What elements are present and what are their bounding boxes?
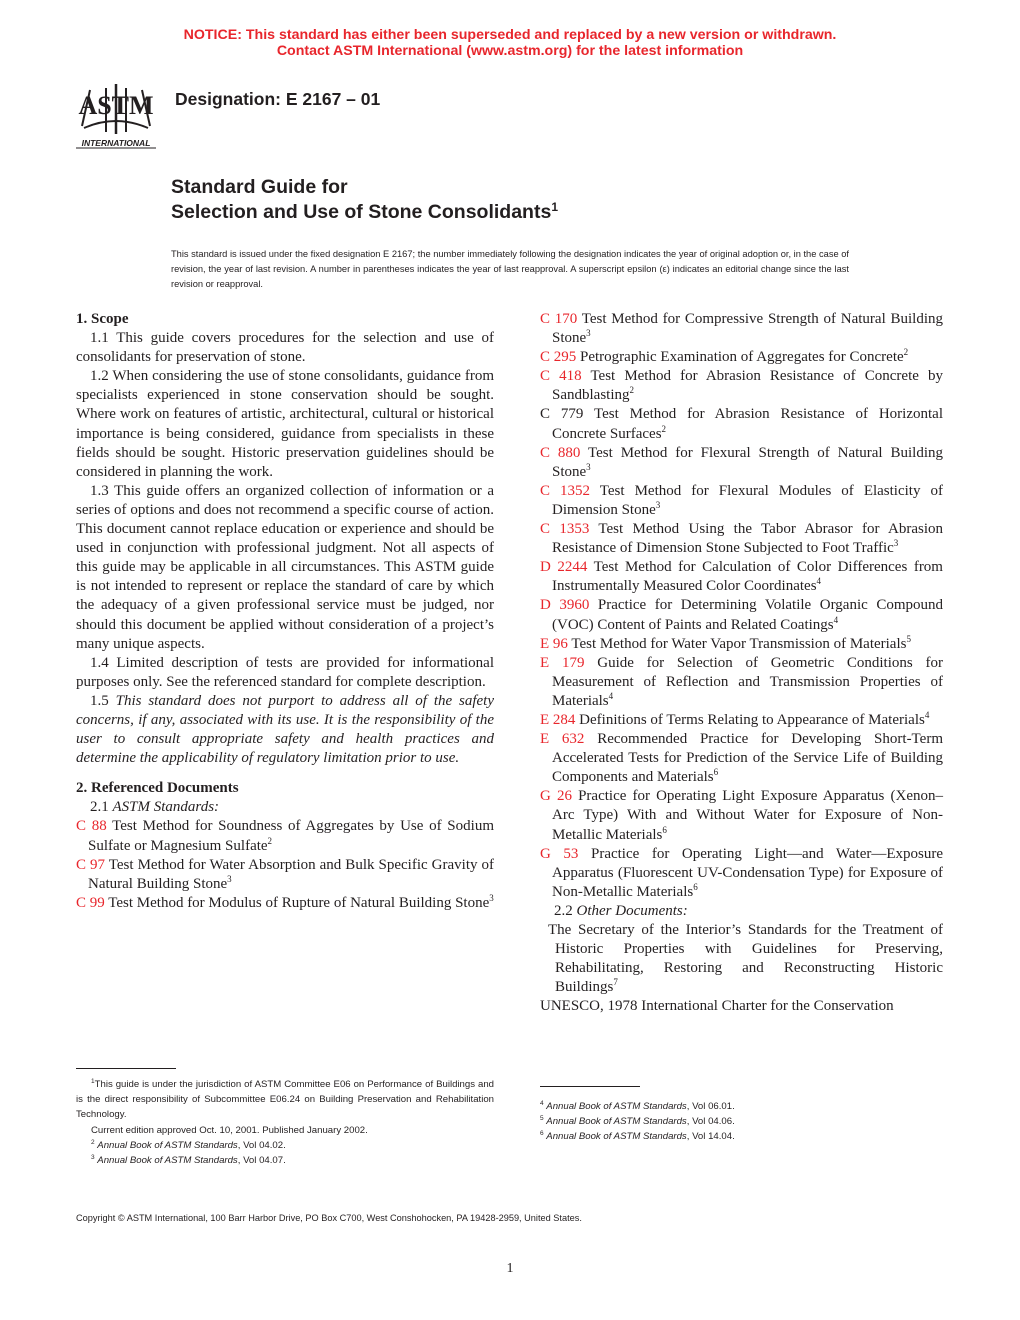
reference-link[interactable]: G 26 bbox=[540, 788, 572, 805]
reference-item: G 26 Practice for Operating Light Exposure Apparatus (Xenon–Arc Type) With and Without Water for Exposure of Non-Metallic Materials$^6$ bbox=[540, 788, 943, 843]
reference-item: D 3960 Practice for Determining Volatile Organic Compound (VOC) Content of Paints and Related Coatings$^4$ bbox=[540, 597, 943, 633]
scope-heading: 1. Scope bbox=[76, 311, 129, 327]
reference-item: C 99 Test Method for Modulus of Rupture of Natural Building Stone$^3$ bbox=[76, 892, 494, 911]
left-column bbox=[76, 310, 494, 913]
footnote-6: $^6$ Annual Book of ASTM Standards, Vol 14.04. bbox=[540, 1130, 735, 1143]
withdrawn-notice bbox=[0, 27, 1020, 59]
reference-link[interactable]: C 99 bbox=[76, 894, 105, 911]
right-column bbox=[540, 310, 943, 1016]
logo-subtext: INTERNATIONAL bbox=[81, 138, 151, 148]
footnote-divider bbox=[76, 1068, 176, 1069]
reference-link[interactable]: C 97 bbox=[76, 856, 106, 873]
reference-item: C 418 Test Method for Abrasion Resistance of Concrete by Sandblasting$^2$ bbox=[540, 368, 943, 404]
scope-1-5: 1.5 This standard does not purport to address all of the safety concerns, if any, associated with its use. It is the responsibility of the user to consult appropriate safety and health practices and determine the applicability of regulatory limitation prior to use. bbox=[76, 692, 495, 767]
reference-link[interactable]: E 96 bbox=[540, 635, 568, 652]
scope-1-1: 1.1 This guide covers procedures for the selection and use of consolidants for preservation of stone. bbox=[76, 330, 494, 366]
footnote-1-continued: Current edition approved Oct. 10, 2001. Published January 2002. bbox=[91, 1124, 368, 1136]
notice-line-2: Contact ASTM International (www.astm.org) for the latest information bbox=[276, 43, 744, 59]
reference-item: C 1353 Test Method Using the Tabor Abrasor for Abrasion Resistance of Dimension Stone Subjected to Foot Traffic$^3$ bbox=[540, 521, 943, 557]
reference-item: C 88 Test Method for Soundness of Aggregates by Use of Sodium Sulfate or Magnesium Sulfate$^2$ bbox=[76, 818, 494, 854]
reference-link[interactable]: G 53 bbox=[540, 845, 579, 862]
title-line-1: Standard Guide for bbox=[171, 176, 348, 198]
referenced-heading: 2. Referenced Documents bbox=[76, 780, 239, 797]
reference-link[interactable]: E 632 bbox=[540, 731, 585, 748]
reference-link[interactable]: C 880 bbox=[540, 444, 581, 461]
footnote-1: $^1$This guide is under the jurisdiction of ASTM Committee E06 on Performance of Buildings and is the direct responsibility of Subcommittee E06.24 on Building Preservation and Rehabilitation Technology. bbox=[76, 1078, 494, 1121]
footnote-2: $^2$ Annual Book of ASTM Standards, Vol 04.02. bbox=[91, 1138, 286, 1151]
issued-note: This standard is issued under the fixed designation E 2167; the number immediately following the designation indicates the year of original adoption or, in the case of revision, the year of last revision. A number in parentheses indicates the year of last reapproval. A superscript epsilon (ε) indicates an editorial change since the last revision or reapproval. bbox=[171, 249, 849, 289]
other-document-item: UNESCO, 1978 International Charter for the Conservation bbox=[540, 998, 894, 1015]
scope-1-2: 1.2 When considering the use of stone consolidants, guidance from specialists experienced in stone conservation should be sought. Where work on features of artistic, architectural, cultural or historical importance is being considered, guidance from specialists in these fields should be sought. Historic preservation guidelines should be considered in planning the work. bbox=[76, 368, 494, 480]
reference-link[interactable]: C 1352 bbox=[540, 482, 591, 499]
reference-item: C 1352 Test Method for Flexural Modules of Elasticity of Dimension Stone$^3$ bbox=[540, 482, 943, 518]
page-number: 1 bbox=[506, 1261, 514, 1276]
reference-item: E 96 Test Method for Water Vapor Transmission of Materials$^5$ bbox=[540, 633, 911, 652]
footnote-5: $^5$ Annual Book of ASTM Standards, Vol 04.06. bbox=[540, 1115, 735, 1128]
footnotes-left bbox=[76, 1077, 494, 1168]
reference-item: C 97 Test Method for Water Absorption and Bulk Specific Gravity of Natural Building Stone$^3$ bbox=[76, 856, 494, 892]
reference-item: C 170 Test Method for Compressive Strength of Natural Building Stone$^3$ bbox=[540, 311, 943, 347]
astm-logo bbox=[70, 76, 162, 150]
reference-item: E 632 Recommended Practice for Developing Short-Term Accelerated Tests for Prediction of the Service Life of Building Components and Materials$^6$ bbox=[540, 731, 943, 786]
document-title bbox=[171, 175, 558, 225]
astm-standards-label: 2.1 ASTM Standards: bbox=[90, 799, 220, 816]
reference-link[interactable]: C 418 bbox=[540, 368, 582, 385]
reference-item: E 179 Guide for Selection of Geometric Conditions for Measurement of Reflection and Transmission Properties of Materials$^4$ bbox=[540, 654, 943, 709]
footnote-divider bbox=[540, 1086, 640, 1087]
reference-item: C 779 Test Method for Abrasion Resistance of Horizontal Concrete Surfaces$^2$ bbox=[540, 406, 943, 442]
logo-text: ASTM bbox=[78, 91, 154, 120]
title-line-2: Selection and Use of Stone Consolidants$^1$ bbox=[171, 200, 558, 223]
notice-line-1: NOTICE: This standard has either been superseded and replaced by a new version or withdrawn. bbox=[183, 27, 837, 43]
reference-link[interactable]: D 2244 bbox=[540, 559, 588, 576]
reference-link[interactable]: E 284 bbox=[540, 711, 576, 728]
scope-1-4: 1.4 Limited description of tests are provided for informational purposes only. See the referenced standard for complete description. bbox=[76, 654, 494, 690]
reference-item: C 295 Petrographic Examination of Aggregates for Concrete$^2$ bbox=[540, 347, 909, 366]
reference-link[interactable]: C 1353 bbox=[540, 521, 590, 538]
reference-link[interactable]: D 3960 bbox=[540, 597, 590, 614]
footnote-4: $^4$ Annual Book of ASTM Standards, Vol 06.01. bbox=[540, 1100, 735, 1112]
scope-1-3: 1.3 This guide offers an organized collection of information or a series of options and does not recommend a specific course of action. This document cannot replace education or experience and should be used in conjunction with professional judgment. Not all aspects of this guide may be applicable in all circumstances. This ASTM guide is not intended to represent or replace the standard of care by which the adequacy of a given professional service must be judged, nor should this document be applied without consideration of a project’s many unique aspects. bbox=[76, 482, 494, 652]
reference-link[interactable]: C 88 bbox=[76, 818, 107, 835]
footnotes-right bbox=[540, 1099, 943, 1145]
reference-item: C 880 Test Method for Flexural Strength of Natural Building Stone$^3$ bbox=[540, 444, 943, 480]
copyright: Copyright © ASTM International, 100 Barr Harbor Drive, PO Box C700, West Conshohocken, PA 19428-2959, United States. bbox=[76, 1213, 582, 1223]
reference-item: D 2244 Test Method for Calculation of Color Differences from Instrumentally Measured Color Coordinates$^4$ bbox=[540, 559, 943, 595]
reference-item: E 284 Definitions of Terms Relating to Appearance of Materials$^4$ bbox=[540, 709, 930, 728]
reference-code: C 779 bbox=[540, 406, 584, 423]
reference-item: G 53 Practice for Operating Light—and Water—Exposure Apparatus (Fluorescent UV-Condensation Type) for Exposure of Non-Metallic Materials$^6$ bbox=[540, 845, 943, 900]
designation: Designation: E 2167 – 01 bbox=[175, 89, 381, 109]
reference-link[interactable]: C 295 bbox=[540, 349, 577, 366]
other-documents-label: 2.2 Other Documents: bbox=[554, 902, 688, 919]
reference-link[interactable]: C 170 bbox=[540, 311, 578, 327]
title-footnote-mark: 1 bbox=[551, 200, 558, 214]
other-document-item: The Secretary of the Interior’s Standards for the Treatment of Historic Properties with Guidelines for Preserving, Rehabilitating, Restoring and Reconstructing Historic Buildings$^7$ bbox=[548, 922, 943, 996]
footnote-3: $^3$ Annual Book of ASTM Standards, Vol 04.07. bbox=[91, 1154, 286, 1167]
reference-link[interactable]: E 179 bbox=[540, 654, 585, 671]
